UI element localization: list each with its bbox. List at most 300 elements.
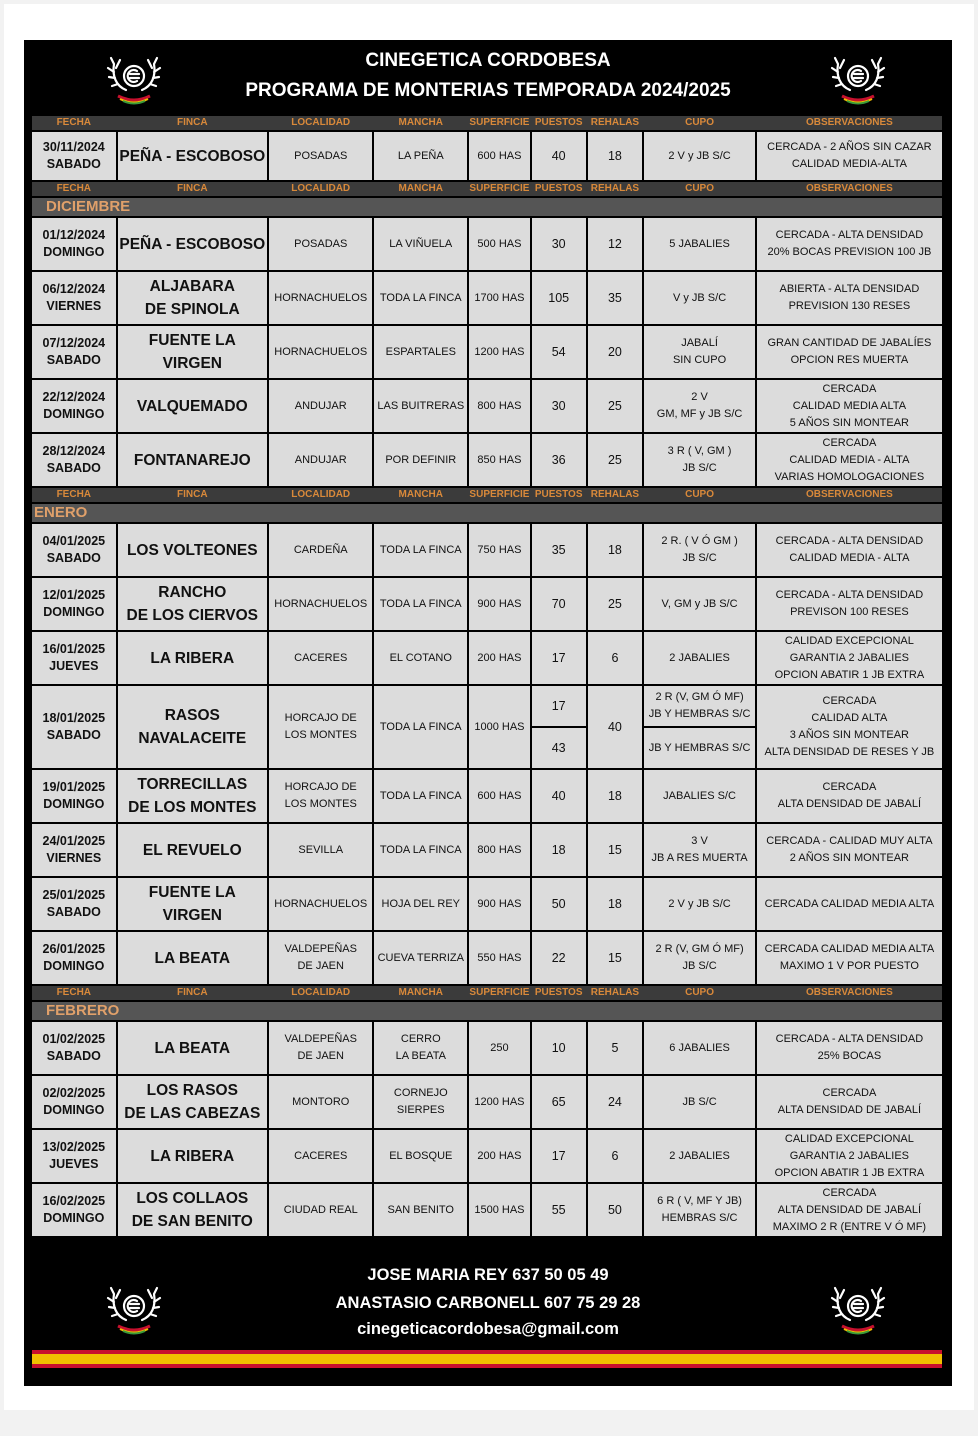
finca-cell	[118, 218, 267, 270]
localidad-name: SEVILLA	[298, 843, 344, 856]
table-row	[32, 1076, 942, 1128]
rehalas-value: 25	[607, 596, 622, 611]
observaciones-text: ALTA DENSIDAD DE JABALÍ	[777, 798, 922, 810]
finca-name: FONTANAREJO	[133, 451, 251, 469]
cupo-cell	[644, 434, 755, 486]
localidad-name: ANDUJAR	[294, 399, 347, 412]
localidad-name: CACERES	[294, 651, 348, 664]
rehalas-value: 35	[607, 290, 622, 305]
observaciones-text: CERCADA	[822, 1087, 877, 1099]
date-cell	[32, 1130, 116, 1182]
observaciones-text: CALIDAD ALTA	[811, 712, 888, 724]
rehalas-cell	[588, 218, 643, 270]
event-weekday: DOMINGO	[43, 959, 105, 973]
puestos-value: 36	[551, 452, 566, 467]
table-row	[32, 132, 942, 180]
rehalas-value: 18	[607, 148, 622, 163]
finca-name: FUENTE LA VIRGEN	[148, 332, 236, 372]
finca-cell	[118, 1184, 267, 1236]
superficie-cell	[469, 272, 530, 324]
column-header-localidad: LOCALIDAD	[291, 117, 351, 128]
localidad-cell	[269, 1076, 373, 1128]
cupo-text: 3 V	[691, 835, 708, 847]
finca-name: ALJABARA	[149, 278, 235, 295]
superficie-value: 550 HAS	[477, 951, 522, 964]
table-row	[32, 578, 942, 630]
observaciones-text: 5 AÑOS SIN MONTEAR	[789, 416, 909, 429]
observaciones-cell	[757, 932, 942, 984]
puestos-value: 35	[551, 542, 566, 557]
mancha-cell	[374, 824, 467, 876]
puestos-value: 18	[551, 842, 566, 857]
finca-name: VALQUEMADO	[136, 397, 248, 415]
mancha-name: CUEVA TERRIZA	[377, 951, 464, 964]
mancha-name: SIERPES	[396, 1104, 445, 1116]
rehalas-cell	[588, 578, 643, 630]
observaciones-text: GRAN CANTIDAD DE JABALÍES	[767, 337, 932, 349]
rehalas-cell	[588, 932, 643, 984]
localidad-cell	[269, 578, 373, 630]
superficie-value: 850 HAS	[477, 453, 522, 466]
localidad-cell	[269, 434, 373, 486]
event-weekday: SABADO	[46, 1049, 101, 1063]
finca-cell	[118, 434, 267, 486]
finca-cell	[118, 272, 267, 324]
column-header-localidad: LOCALIDAD	[291, 987, 351, 998]
column-header-mancha: MANCHA	[398, 489, 443, 500]
date-cell	[32, 132, 116, 180]
cupo-text: JABALÍ	[681, 337, 718, 349]
finca-name: PEÑA - ESCOBOSO	[119, 235, 266, 253]
puestos-value: 17	[551, 650, 566, 665]
localidad-cell	[269, 1022, 373, 1074]
page-title: CINEGETICA CORDOBESA	[365, 50, 611, 71]
finca-name: LA BEATA	[154, 1039, 231, 1057]
mancha-name: EL BOSQUE	[389, 1149, 453, 1162]
date-cell	[32, 1076, 116, 1128]
localidad-name: DE JAEN	[297, 960, 344, 972]
table-row	[32, 326, 942, 378]
column-header-rehalas: REHALAS	[590, 183, 640, 194]
column-header-observaciones: OBSERVACIONES	[805, 183, 893, 194]
localidad-cell	[269, 272, 373, 324]
superficie-cell	[469, 380, 530, 432]
mancha-name: LA BEATA	[395, 1050, 446, 1062]
localidad-cell	[269, 132, 373, 180]
observaciones-cell	[757, 524, 942, 576]
cupo-text: JB S/C	[682, 1095, 717, 1108]
event-weekday: SABADO	[46, 728, 101, 742]
cupo-cell	[644, 1022, 755, 1074]
program-panel	[24, 40, 952, 1386]
puestos-value: 70	[551, 596, 566, 611]
superficie-value: 600 HAS	[477, 149, 522, 162]
puestos-value: 30	[551, 398, 566, 413]
finca-name: RANCHO	[158, 584, 227, 601]
observaciones-text: CERCADA - ALTA DENSIDAD	[775, 1033, 924, 1045]
cupo-cell	[644, 1130, 755, 1182]
observaciones-text: VARIAS HOMOLOGACIONES	[774, 470, 925, 483]
date-cell	[32, 1184, 116, 1236]
observaciones-cell	[757, 686, 942, 768]
column-header-observaciones: OBSERVACIONES	[805, 987, 893, 998]
observaciones-text: CERCADA - ALTA DENSIDAD	[775, 589, 924, 601]
cupo-text: V, GM y JB S/C	[661, 597, 738, 610]
event-weekday: VIERNES	[46, 299, 102, 313]
mancha-cell	[374, 434, 467, 486]
finca-name: LOS COLLAOS	[136, 1190, 249, 1207]
table-row	[32, 824, 942, 876]
mancha-cell	[374, 1022, 467, 1074]
event-weekday: DOMINGO	[43, 407, 105, 421]
cupo-text: 2 R (V, GM Ó MF)	[655, 943, 744, 955]
localidad-name: CACERES	[294, 1149, 348, 1162]
localidad-name: HORCAJO DE	[284, 712, 357, 724]
column-header-observaciones: OBSERVACIONES	[805, 489, 893, 500]
rehalas-value: 6	[611, 1148, 619, 1163]
contact-email[interactable]: cinegeticacordobesa@gmail.com	[357, 1320, 619, 1338]
cupo-text: SIN CUPO	[672, 354, 727, 366]
table-row	[32, 524, 942, 576]
observaciones-text: CALIDAD MEDIA ALTA	[792, 399, 907, 412]
localidad-cell	[269, 524, 373, 576]
event-date: 13/02/2025	[42, 1140, 106, 1154]
rehalas-cell	[588, 524, 643, 576]
superficie-value: 200 HAS	[477, 651, 522, 664]
superficie-cell	[469, 434, 530, 486]
table-row	[32, 380, 942, 432]
column-header-localidad: LOCALIDAD	[291, 489, 351, 500]
observaciones-cell	[757, 632, 942, 684]
rehalas-cell	[588, 686, 643, 768]
cupo-text: JB Y HEMBRAS S/C	[648, 741, 751, 754]
column-header-rehalas: REHALAS	[590, 987, 640, 998]
superficie-cell	[469, 824, 530, 876]
finca-cell	[118, 632, 267, 684]
puestos-value: 17	[551, 698, 566, 713]
month-heading: FEBRERO	[32, 1002, 942, 1020]
finca-name: DE LAS CABEZAS	[124, 1105, 261, 1122]
finca-name: NAVALACEITE	[138, 730, 247, 747]
cupo-cell	[644, 524, 755, 576]
date-cell	[32, 932, 116, 984]
puestos-value: 40	[551, 788, 566, 803]
cupo-text: 2 R (V, GM Ó MF)	[655, 691, 744, 703]
finca-cell	[118, 380, 267, 432]
finca-name: FUENTE LA VIRGEN	[148, 884, 236, 924]
observaciones-text: GARANTIA 2 JABALIES	[789, 1149, 909, 1162]
event-weekday: SABADO	[46, 551, 101, 565]
localidad-cell	[269, 218, 373, 270]
column-header-mancha: MANCHA	[398, 117, 443, 128]
mancha-cell	[374, 218, 467, 270]
rehalas-cell	[588, 272, 643, 324]
localidad-name: HORNACHUELOS	[274, 345, 368, 358]
rehalas-cell	[588, 1022, 643, 1074]
observaciones-text: CERCADA	[822, 1186, 877, 1199]
observaciones-text: ALTA DENSIDAD DE JABALÍ	[777, 1104, 922, 1116]
cupo-cell	[644, 1076, 755, 1128]
puestos-cell	[532, 824, 586, 876]
cupo-text: 2 V y JB S/C	[668, 149, 731, 162]
column-header-fecha: FECHA	[56, 987, 92, 998]
event-date: 28/12/2024	[42, 444, 106, 458]
finca-name: DE SAN BENITO	[131, 1213, 253, 1230]
rehalas-cell	[588, 1130, 643, 1182]
observaciones-cell	[757, 434, 942, 486]
cupo-text: HEMBRAS S/C	[661, 1212, 738, 1224]
puestos-cell	[532, 686, 586, 768]
localidad-cell	[269, 824, 373, 876]
cupo-cell	[644, 770, 755, 822]
observaciones-text: PREVISON 100 RESES	[790, 606, 909, 618]
observaciones-cell	[757, 218, 942, 270]
observaciones-text: CERCADA - CALIDAD MUY ALTA	[766, 835, 933, 847]
table-row	[32, 434, 942, 486]
localidad-name: LOS MONTES	[284, 729, 357, 741]
localidad-name: POSADAS	[294, 237, 348, 250]
date-cell	[32, 1022, 116, 1074]
spain-flag-stripe	[32, 1350, 942, 1368]
rehalas-cell	[588, 770, 643, 822]
event-weekday: JUEVES	[49, 1157, 99, 1171]
observaciones-cell	[757, 578, 942, 630]
column-header-fecha: FECHA	[56, 489, 92, 500]
column-header-fecha: FECHA	[56, 183, 92, 194]
date-cell	[32, 272, 116, 324]
cupo-text: V y JB S/C	[672, 291, 727, 304]
date-cell	[32, 878, 116, 930]
rehalas-value: 24	[607, 1094, 622, 1109]
localidad-name: HORCAJO DE	[284, 781, 357, 793]
cupo-text: 2 JABALIES	[669, 651, 730, 664]
finca-name: TORRECILLAS	[137, 776, 248, 793]
event-weekday: JUEVES	[49, 659, 99, 673]
puestos-value: 50	[551, 896, 566, 911]
puestos-value: 40	[551, 148, 566, 163]
rehalas-value: 15	[607, 842, 622, 857]
puestos-cell	[532, 1184, 586, 1236]
cupo-cell	[644, 878, 755, 930]
rehalas-cell	[588, 434, 643, 486]
mancha-cell	[374, 1076, 467, 1128]
observaciones-text: CERCADA - ALTA DENSIDAD	[775, 535, 924, 547]
event-date: 18/01/2025	[42, 711, 106, 725]
superficie-cell	[469, 1076, 530, 1128]
mancha-cell	[374, 632, 467, 684]
contact-anastasio-carbonell: ANASTASIO CARBONELL 607 75 29 28	[335, 1294, 641, 1312]
mancha-name: HOJA DEL REY	[381, 897, 460, 910]
table-row	[32, 272, 942, 324]
table-row	[32, 770, 942, 822]
rehalas-value: 25	[607, 398, 622, 413]
finca-name: DE LOS CIERVOS	[126, 607, 259, 624]
observaciones-text: GARANTIA 2 JABALIES	[789, 651, 909, 664]
table-row	[32, 1130, 942, 1182]
rehalas-value: 6	[611, 650, 619, 665]
puestos-cell	[532, 272, 586, 324]
finca-cell	[118, 326, 267, 378]
localidad-cell	[269, 770, 373, 822]
superficie-value: 1000 HAS	[474, 720, 525, 733]
localidad-name: LOS MONTES	[284, 798, 357, 810]
observaciones-text: CERCADA CALIDAD MEDIA ALTA	[764, 943, 935, 955]
column-header-observaciones: OBSERVACIONES	[805, 117, 893, 128]
superficie-cell	[469, 932, 530, 984]
rehalas-cell	[588, 326, 643, 378]
rehalas-value: 18	[607, 542, 622, 557]
mancha-name: LA VIÑUELA	[389, 237, 453, 250]
column-header-mancha: MANCHA	[398, 183, 443, 194]
localidad-name: VALDEPEÑAS	[284, 943, 357, 955]
observaciones-text: CERCADA	[822, 436, 877, 449]
table-row	[32, 878, 942, 930]
observaciones-text: CERCADA	[822, 781, 877, 793]
mancha-name: TODA LA FINCA	[379, 291, 462, 304]
column-header-superficie: SUPERFICIE	[469, 987, 530, 998]
puestos-cell	[532, 770, 586, 822]
event-date: 07/12/2024	[42, 336, 106, 350]
superficie-cell	[469, 132, 530, 180]
finca-name: DE SPINOLA	[144, 301, 240, 318]
observaciones-text: CALIDAD MEDIA-ALTA	[791, 158, 907, 170]
mancha-cell	[374, 1130, 467, 1182]
mancha-cell	[374, 272, 467, 324]
event-weekday: SABADO	[46, 157, 101, 171]
mancha-name: LA PEÑA	[397, 149, 444, 162]
superficie-value: 500 HAS	[477, 237, 522, 250]
table-row	[32, 932, 942, 984]
column-header-puestos: PUESTOS	[534, 183, 583, 194]
event-date: 12/01/2025	[42, 588, 106, 602]
table-row	[32, 218, 942, 270]
observaciones-cell	[757, 380, 942, 432]
column-header-row	[32, 986, 942, 1000]
event-weekday: DOMINGO	[43, 245, 105, 259]
column-header-cupo: CUPO	[685, 489, 715, 500]
localidad-name: CARDEÑA	[293, 543, 348, 556]
cupo-cell	[644, 824, 755, 876]
column-header-superficie: SUPERFICIE	[469, 117, 530, 128]
event-weekday: SABADO	[46, 353, 101, 367]
finca-cell	[118, 932, 267, 984]
table-row	[32, 686, 942, 768]
observaciones-text: CALIDAD MEDIA - ALTA	[789, 552, 910, 564]
column-header-rehalas: REHALAS	[590, 489, 640, 500]
observaciones-cell	[757, 1130, 942, 1182]
superficie-cell	[469, 686, 530, 768]
mancha-cell	[374, 380, 467, 432]
event-date: 19/01/2025	[42, 780, 106, 794]
event-weekday: DOMINGO	[43, 1211, 105, 1225]
rehalas-cell	[588, 380, 643, 432]
rehalas-cell	[588, 878, 643, 930]
cupo-text: 2 JABALIES	[669, 1149, 730, 1162]
event-date: 24/01/2025	[42, 834, 106, 848]
event-date: 04/01/2025	[42, 534, 106, 548]
date-cell	[32, 218, 116, 270]
contact-jose-maria-rey: JOSE MARIA REY 637 50 05 49	[367, 1266, 609, 1284]
superficie-value: 900 HAS	[477, 597, 522, 610]
superficie-value: 600 HAS	[477, 789, 522, 802]
observaciones-text: OPCION ABATIR 1 JB EXTRA	[774, 1166, 925, 1179]
event-date: 25/01/2025	[42, 888, 106, 902]
observaciones-text: 3 AÑOS SIN MONTEAR	[789, 729, 909, 741]
finca-cell	[118, 824, 267, 876]
column-header-row	[32, 116, 942, 130]
puestos-cell	[532, 218, 586, 270]
localidad-cell	[269, 932, 373, 984]
observaciones-text: 25% BOCAS	[817, 1050, 882, 1062]
table-row	[32, 1022, 942, 1074]
mancha-name: TODA LA FINCA	[379, 597, 462, 610]
rehalas-value: 50	[607, 1202, 622, 1217]
puestos-cell	[532, 578, 586, 630]
puestos-part	[532, 686, 586, 728]
column-header-finca: FINCA	[177, 183, 208, 194]
observaciones-cell	[757, 1076, 942, 1128]
event-weekday: SABADO	[46, 461, 101, 475]
superficie-cell	[469, 1022, 530, 1074]
column-header-puestos: PUESTOS	[534, 489, 583, 500]
mancha-cell	[374, 932, 467, 984]
finca-cell	[118, 132, 267, 180]
event-weekday: DOMINGO	[43, 1103, 105, 1117]
observaciones-cell	[757, 1022, 942, 1074]
column-header-superficie: SUPERFICIE	[469, 183, 530, 194]
cupo-cell	[644, 578, 755, 630]
deer-antler-logo-icon	[830, 50, 886, 106]
localidad-cell	[269, 1184, 373, 1236]
superficie-value: 800 HAS	[477, 843, 522, 856]
localidad-name: VALDEPEÑAS	[284, 1033, 357, 1045]
observaciones-text: CERCADA	[822, 695, 877, 707]
mancha-cell	[374, 1184, 467, 1236]
observaciones-text: ALTA DENSIDAD DE RESES Y JB	[764, 746, 935, 758]
puestos-cell	[532, 1076, 586, 1128]
localidad-cell	[269, 878, 373, 930]
observaciones-text: OPCION ABATIR 1 JB EXTRA	[774, 668, 925, 681]
puestos-cell	[532, 326, 586, 378]
puestos-cell	[532, 932, 586, 984]
cupo-cell	[644, 932, 755, 984]
puestos-value: 30	[551, 236, 566, 251]
finca-name: EL REVUELO	[142, 841, 242, 859]
observaciones-text: OPCION RES MUERTA	[790, 354, 909, 366]
superficie-cell	[469, 218, 530, 270]
superficie-value: 200 HAS	[477, 1149, 522, 1162]
superficie-value: 800 HAS	[477, 399, 522, 412]
rehalas-cell	[588, 824, 643, 876]
superficie-value: 750 HAS	[477, 543, 522, 556]
finca-cell	[118, 686, 267, 768]
puestos-value: 17	[551, 1148, 566, 1163]
superficie-cell	[469, 1130, 530, 1182]
cupo-text: 6 R ( V, MF Y JB)	[657, 1195, 742, 1207]
puestos-cell	[532, 1130, 586, 1182]
page-subtitle: PROGRAMA DE MONTERIAS TEMPORADA 2024/2025	[245, 80, 731, 101]
column-header-rehalas: REHALAS	[590, 117, 640, 128]
mancha-name: EL COTANO	[389, 651, 452, 664]
observaciones-text: 2 AÑOS SIN MONTEAR	[789, 852, 909, 864]
cupo-text: JB S/C	[682, 552, 717, 564]
cupo-text: JB S/C	[682, 462, 717, 474]
localidad-cell	[269, 1130, 373, 1182]
puestos-cell	[532, 1022, 586, 1074]
column-header-localidad: LOCALIDAD	[291, 183, 351, 194]
column-header-puestos: PUESTOS	[534, 117, 583, 128]
rehalas-cell	[588, 132, 643, 180]
